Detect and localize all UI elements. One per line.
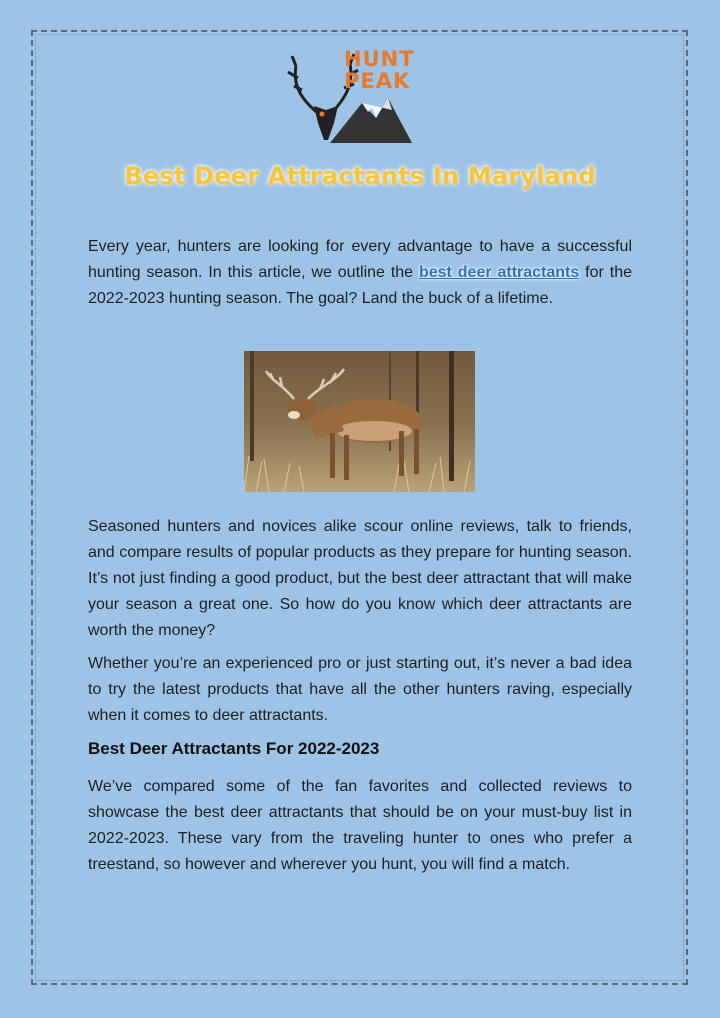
logo-text (344, 48, 415, 92)
paragraph-4: We’ve compared some of the fan favorites and collected reviews to showcase the best deer attractants that should be on your must-buy list in 2022-2023. These vary from the traveling hunter to ones who prefer a treestand, so however and wherever you hunt, you will find a match. (88, 778, 632, 873)
logo-line2: PEAK (344, 69, 411, 93)
paragraph-3: Whether you’re an experienced pro or just starting out, it’s never a bad idea to try the latest products that have all the other hunters raving, especially when it comes to deer attractants. (88, 655, 632, 724)
page-title: Best Deer Attractants In Maryland (124, 162, 596, 190)
logo-line1: HUNT (344, 47, 415, 71)
paragraph-2: Seasoned hunters and novices alike scour online reviews, talk to friends, and compare results of popular products as they prepare for hunting season. It’s not just finding a good product, but the best deer attractant that will make your season a great one. So how do you know which deer attractants are worth the money? (88, 518, 632, 639)
intro-text-before: Every year, hunters are looking for every advantage to have a successful hunting season. In this article, we outline the (88, 238, 632, 281)
best-deer-attractants-link[interactable]: best deer attractants (418, 264, 580, 281)
intro-paragraph (88, 234, 632, 312)
intro-text-after: for the 2022-2023 hunting season. The goal? Land the buck of a lifetime. (88, 264, 632, 307)
section-heading: Best Deer Attractants For 2022-2023 (88, 739, 380, 758)
deer-photo (244, 351, 475, 492)
